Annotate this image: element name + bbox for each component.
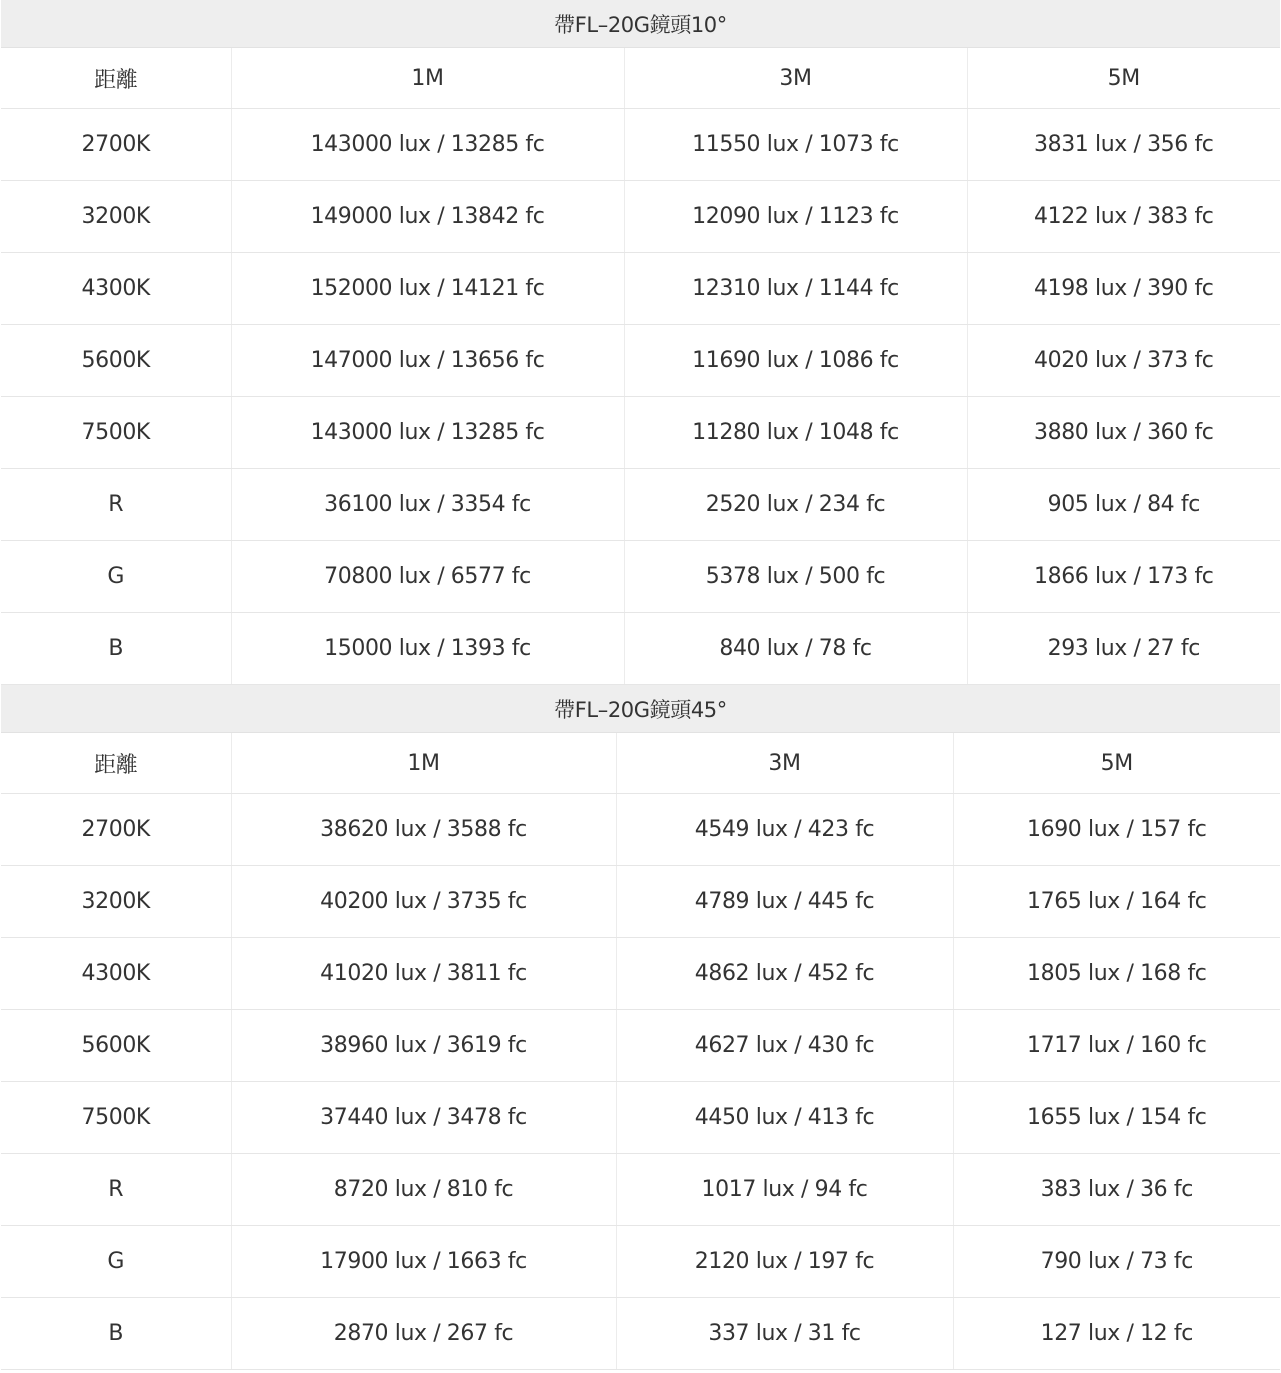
cell-1m: 147000 lux / 13656 fc <box>231 325 624 397</box>
table-title: 帶FL–20G鏡頭10° <box>1 0 1280 48</box>
table-title-row <box>1 0 1280 48</box>
cell-5m: 4122 lux / 383 fc <box>967 181 1280 253</box>
table-row <box>1 109 1280 181</box>
row-label: 7500K <box>1 397 231 469</box>
cell-1m: 38620 lux / 3588 fc <box>231 794 616 866</box>
table-row <box>1 469 1280 541</box>
row-label: G <box>1 1226 231 1298</box>
row-label: 4300K <box>1 938 231 1010</box>
cell-5m: 1805 lux / 168 fc <box>953 938 1280 1010</box>
photometric-table-45-degree <box>1 685 1280 1370</box>
cell-5m: 1765 lux / 164 fc <box>953 866 1280 938</box>
cell-5m: 790 lux / 73 fc <box>953 1226 1280 1298</box>
header-1m: 1M <box>231 48 624 109</box>
cell-5m: 4020 lux / 373 fc <box>967 325 1280 397</box>
cell-1m: 15000 lux / 1393 fc <box>231 613 624 685</box>
cell-1m: 36100 lux / 3354 fc <box>231 469 624 541</box>
cell-3m: 11690 lux / 1086 fc <box>624 325 967 397</box>
table-row <box>1 1298 1280 1370</box>
cell-1m: 41020 lux / 3811 fc <box>231 938 616 1010</box>
row-label: B <box>1 613 231 685</box>
row-label: 3200K <box>1 866 231 938</box>
row-label: 5600K <box>1 325 231 397</box>
cell-3m: 2520 lux / 234 fc <box>624 469 967 541</box>
header-1m: 1M <box>231 733 616 794</box>
cell-1m: 8720 lux / 810 fc <box>231 1154 616 1226</box>
row-label: 7500K <box>1 1082 231 1154</box>
table-row <box>1 938 1280 1010</box>
cell-5m: 4198 lux / 390 fc <box>967 253 1280 325</box>
table-row <box>1 613 1280 685</box>
cell-3m: 11280 lux / 1048 fc <box>624 397 967 469</box>
table-row <box>1 1082 1280 1154</box>
table-title: 帶FL–20G鏡頭45° <box>1 685 1280 733</box>
cell-1m: 2870 lux / 267 fc <box>231 1298 616 1370</box>
table-row <box>1 1154 1280 1226</box>
header-distance: 距離 <box>1 733 231 794</box>
cell-5m: 383 lux / 36 fc <box>953 1154 1280 1226</box>
header-3m: 3M <box>624 48 967 109</box>
table-row <box>1 325 1280 397</box>
table-header-row <box>1 48 1280 109</box>
cell-5m: 3880 lux / 360 fc <box>967 397 1280 469</box>
cell-3m: 337 lux / 31 fc <box>616 1298 953 1370</box>
cell-1m: 152000 lux / 14121 fc <box>231 253 624 325</box>
row-label: G <box>1 541 231 613</box>
header-3m: 3M <box>616 733 953 794</box>
table-title-row <box>1 685 1280 733</box>
cell-5m: 127 lux / 12 fc <box>953 1298 1280 1370</box>
cell-1m: 17900 lux / 1663 fc <box>231 1226 616 1298</box>
row-label: 2700K <box>1 109 231 181</box>
cell-1m: 70800 lux / 6577 fc <box>231 541 624 613</box>
cell-3m: 840 lux / 78 fc <box>624 613 967 685</box>
cell-3m: 1017 lux / 94 fc <box>616 1154 953 1226</box>
header-distance: 距離 <box>1 48 231 109</box>
cell-1m: 38960 lux / 3619 fc <box>231 1010 616 1082</box>
cell-5m: 1655 lux / 154 fc <box>953 1082 1280 1154</box>
cell-5m: 1866 lux / 173 fc <box>967 541 1280 613</box>
table-row <box>1 253 1280 325</box>
cell-5m: 1690 lux / 157 fc <box>953 794 1280 866</box>
table-row <box>1 794 1280 866</box>
row-label: 5600K <box>1 1010 231 1082</box>
cell-3m: 12310 lux / 1144 fc <box>624 253 967 325</box>
row-label: B <box>1 1298 231 1370</box>
table-row <box>1 1226 1280 1298</box>
table-row <box>1 866 1280 938</box>
row-label: 2700K <box>1 794 231 866</box>
row-label: 4300K <box>1 253 231 325</box>
cell-1m: 143000 lux / 13285 fc <box>231 109 624 181</box>
table-row <box>1 181 1280 253</box>
cell-3m: 4549 lux / 423 fc <box>616 794 953 866</box>
cell-1m: 37440 lux / 3478 fc <box>231 1082 616 1154</box>
cell-1m: 149000 lux / 13842 fc <box>231 181 624 253</box>
photometric-table-10-degree <box>1 0 1280 685</box>
cell-3m: 4862 lux / 452 fc <box>616 938 953 1010</box>
header-5m: 5M <box>953 733 1280 794</box>
cell-3m: 12090 lux / 1123 fc <box>624 181 967 253</box>
table-header-row <box>1 733 1280 794</box>
table-row <box>1 541 1280 613</box>
cell-3m: 11550 lux / 1073 fc <box>624 109 967 181</box>
cell-5m: 3831 lux / 356 fc <box>967 109 1280 181</box>
row-label: R <box>1 469 231 541</box>
cell-3m: 4627 lux / 430 fc <box>616 1010 953 1082</box>
cell-5m: 293 lux / 27 fc <box>967 613 1280 685</box>
header-5m: 5M <box>967 48 1280 109</box>
cell-3m: 4789 lux / 445 fc <box>616 866 953 938</box>
table-row <box>1 1010 1280 1082</box>
cell-1m: 143000 lux / 13285 fc <box>231 397 624 469</box>
cell-3m: 4450 lux / 413 fc <box>616 1082 953 1154</box>
row-label: R <box>1 1154 231 1226</box>
table-row <box>1 397 1280 469</box>
row-label: 3200K <box>1 181 231 253</box>
cell-3m: 2120 lux / 197 fc <box>616 1226 953 1298</box>
cell-5m: 1717 lux / 160 fc <box>953 1010 1280 1082</box>
cell-5m: 905 lux / 84 fc <box>967 469 1280 541</box>
cell-3m: 5378 lux / 500 fc <box>624 541 967 613</box>
cell-1m: 40200 lux / 3735 fc <box>231 866 616 938</box>
